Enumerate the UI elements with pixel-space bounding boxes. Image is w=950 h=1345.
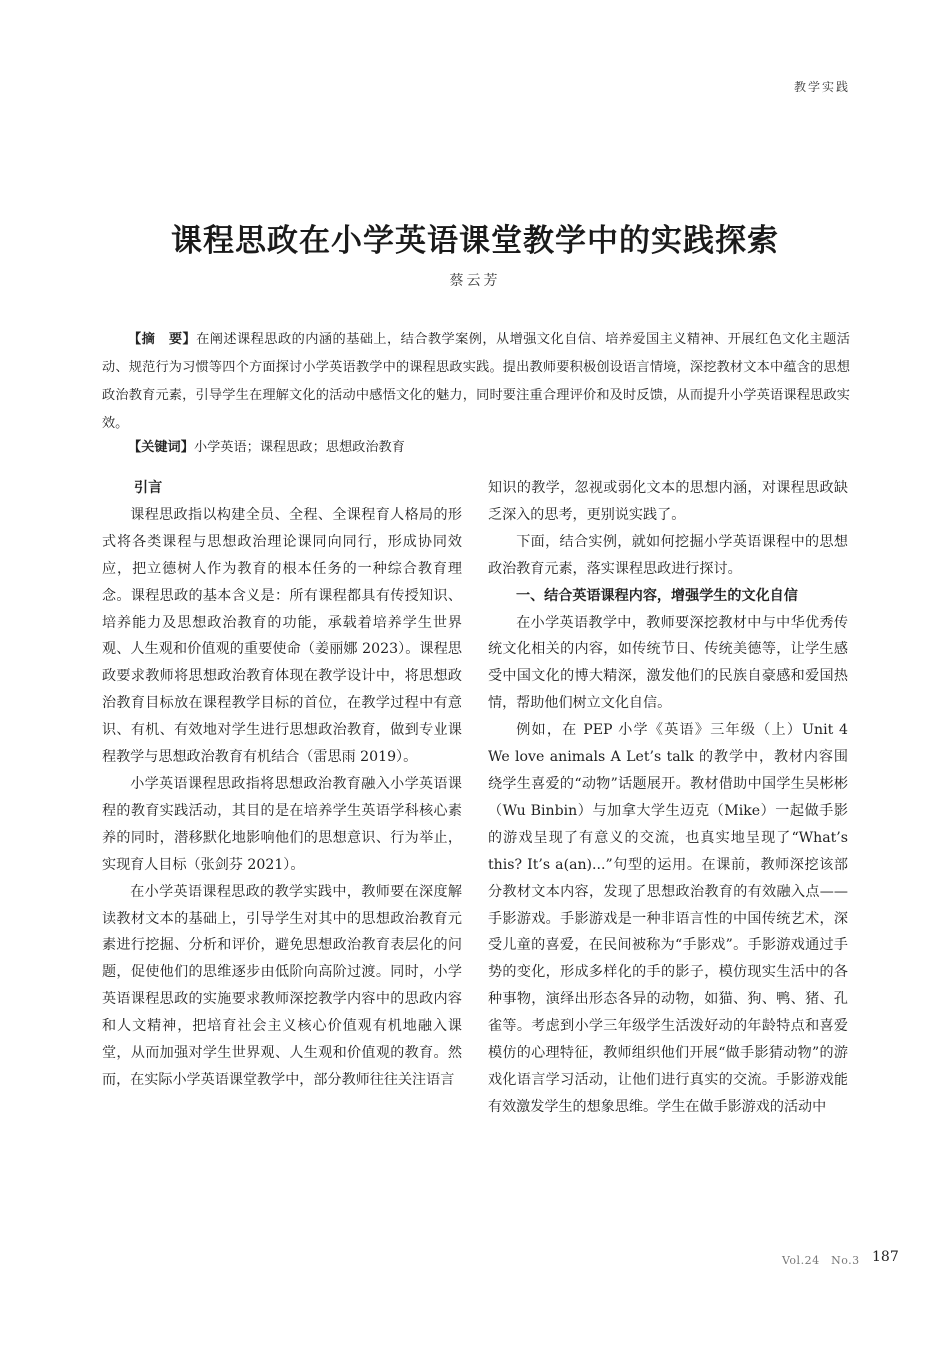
article-author: 蔡云芳 [449,273,501,289]
section-heading: 一、结合英语课程内容，增强学生的文化自信 [516,587,798,604]
volume-info: Vol.24 No.3 [782,1254,860,1267]
paragraph: 在小学英语课程思政的教学实践中，教师要在深度解读教材文本的基础上，引导学生对其中的思想政治教育元素进行挖掘、分析和评价，避免思想政治教育表层化的问题，促使他们的思维逐步由低阶向高阶过渡。同时，小学英语课程思政的实施要求教师深挖教学内容中的思政内容和人文精神，把培育社会主义核心价值观有机地融入课堂，从而加强对学生世界观、人生观和价值观的教育。然而，在实际小学英语课堂教学中，部分教师往往关注语言 [102,883,462,1088]
article-title: 课程思政在小学英语课堂教学中的实践探索 [171,223,779,259]
paragraph: 知识的教学，忽视或弱化文本的思想内涵，对课程思政缺乏深入的思考，更别说实践了。 [488,480,848,523]
paragraph: 例如，在 PEP 小学《英语》三年级（上）Unit 4 We love animals A Let’s talk 的教学中，教材内容围绕学生喜爱的“动物”话题展开。教材借助中国学生吴彬彬（Wu Binbin）与加拿大学生迈克（Mike）一起做手影的游戏呈现了有意义的交流，也真实地呈现了“What’s this? It’s a(an)...”句型的运用。在课前，教师深挖该部分教材文本内容，发现了思想政治教育的有效融入点——手影游戏。手影游戏是一种非语言性的中国传统艺术，深受儿童的喜爱，在民间被称为“手影戏”。手影游戏通过手势的变化，形成多样化的手的影子，模仿现实生活中的各种事物，演绎出形态各异的动物，如猫、狗、鸭、猪、孔雀等。考虑到小学三年级学生活泼好动的年龄特点和喜爱模仿的心理特征，教师组织他们开展“做手影猜动物”的游戏化语言学习活动，让他们进行真实的交流。手影游戏能有效激发学生的想象思维。学生在做手影游戏的活动中 [488,722,848,1115]
paragraph: 小学英语课程思政指将思想政治教育融入小学英语课程的教育实践活动，其目的是在培养学生英语学科核心素养的同时，潜移默化地影响他们的思想意识、行为举止，实现育人目标（张剑芬 2021）。 [102,775,462,873]
keywords-block [128,434,850,462]
intro-heading: 引言 [134,480,163,496]
keywords-text: 小学英语；课程思政；思想政治教育 [193,440,405,455]
paragraph: 下面，结合实例，就如何挖掘小学英语课程中的思想政治教育元素，落实课程思政进行探讨。 [488,533,848,577]
abstract-block [102,326,850,438]
abstract-text: 在阐述课程思政的内涵的基础上，结合教学案例，从增强文化自信、培养爱国主义精神、开展红色文化主题活动、规范行为习惯等四个方面探讨小学英语教学中的课程思政实践。提出教师要积极创设语言情境，深挖教材文本中蕴含的思想政治教育元素，引导学生在理解文化的活动中感悟文化的魅力，同时要注重合理评价和及时反馈，从而提升小学英语课程思政实效。 [102,332,850,431]
abstract-label: 【摘 要】 [128,332,197,347]
paragraph: 课程思政指以构建全员、全程、全课程育人格局的形式将各类课程与思想政治理论课同向同行，形成协同效应，把立德树人作为教育的根本任务的一种综合教育理念。课程思政的基本含义是：所有课程都具有传授知识、培养能力及思想政治教育的功能，承载着培养学生世界观、人生观和价值观的重要使命（姜丽娜 2023）。课程思政要求教师将思想政治教育体现在教学设计中，将思想政治教育目标放在课程教学目标的首位，在教学过程中有意识、有机、有效地对学生进行思想政治教育，做到专业课程教学与思想政治教育有机结合（雷思雨 2019）。 [102,506,462,766]
keywords-label: 【关键词】 [128,440,194,455]
paragraph: 在小学英语教学中，教师要深挖教材中与中华优秀传统文化相关的内容，如传统节日、传统美德等，让学生感受中国文化的博大精深，激发他们的民族自豪感和爱国热情，帮助他们树立文化自信。 [488,614,848,712]
right-column [488,475,848,1121]
section-tag: 教学实践 [793,80,850,94]
left-column [102,475,462,1094]
page-number: 187 [872,1249,899,1265]
